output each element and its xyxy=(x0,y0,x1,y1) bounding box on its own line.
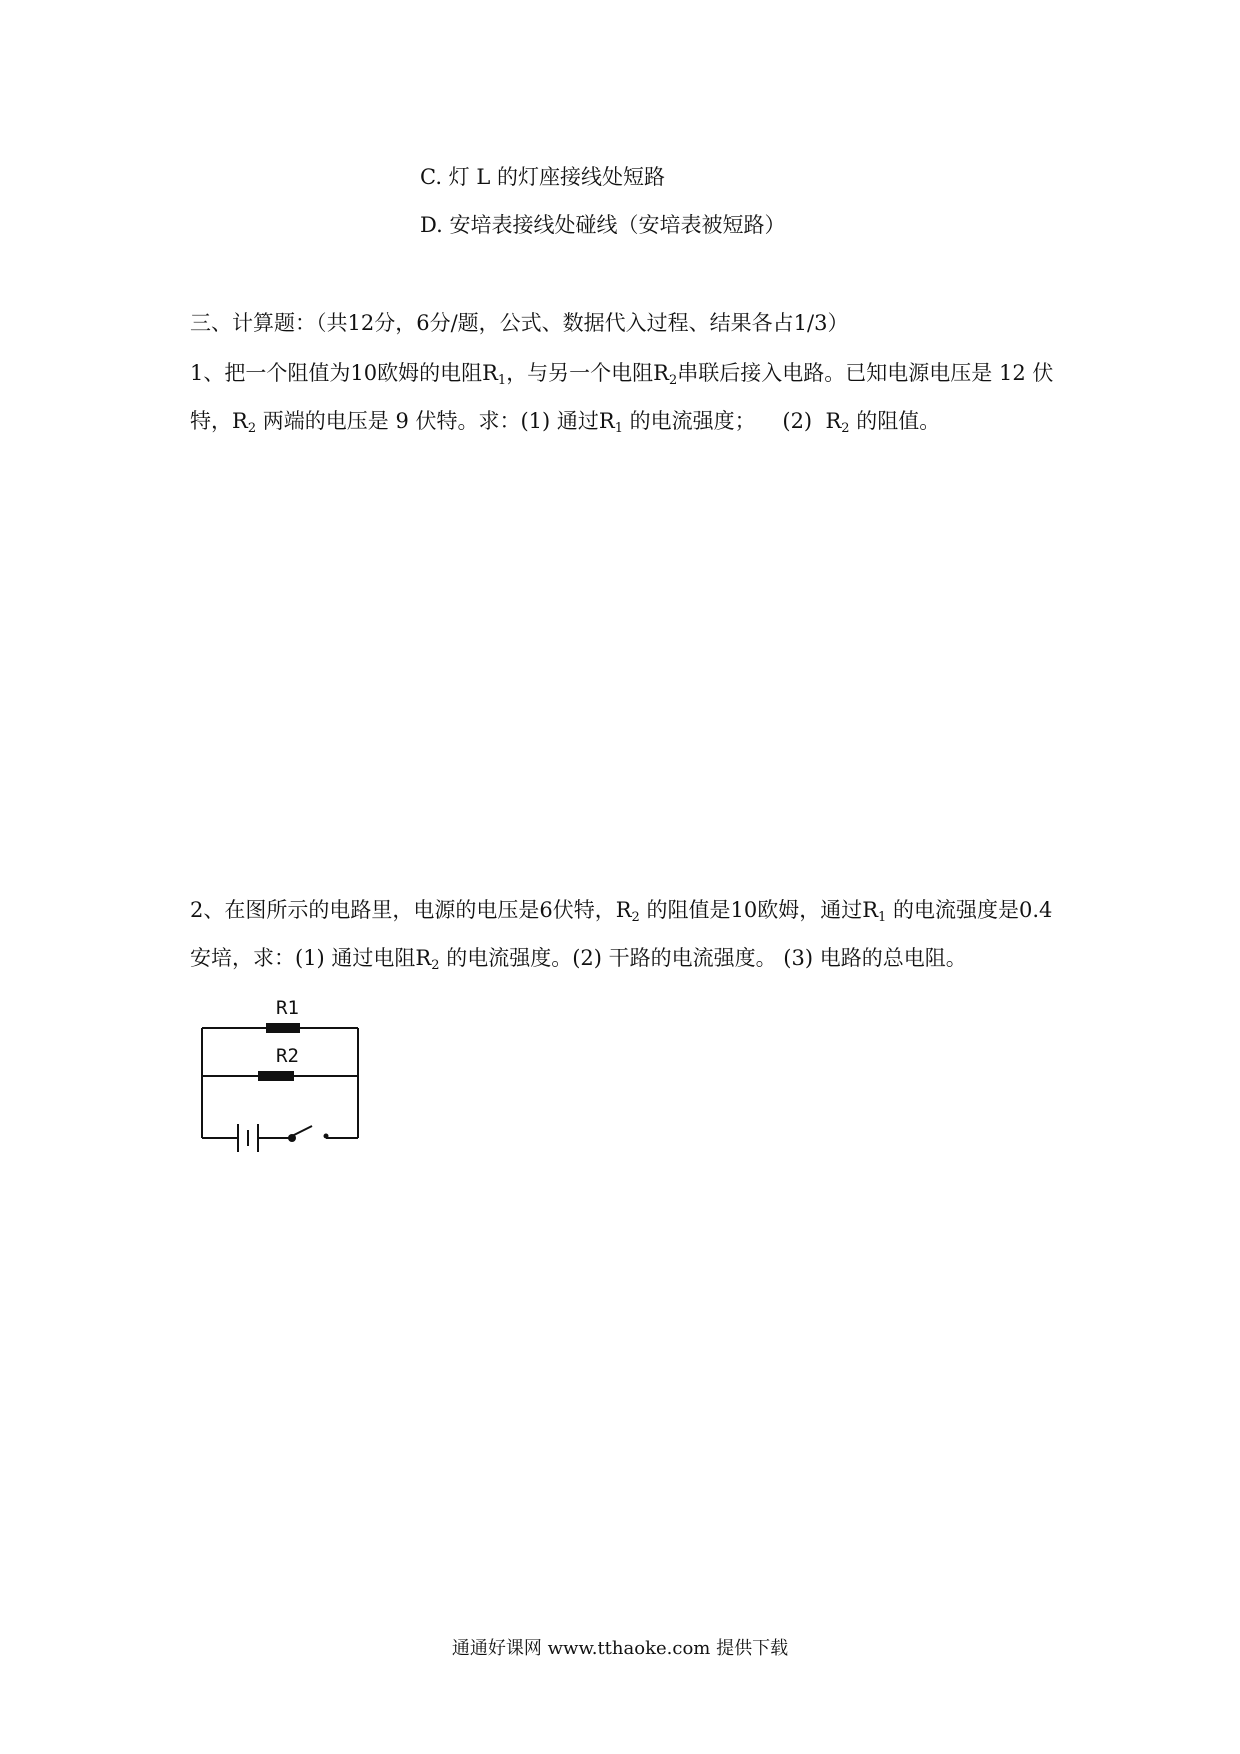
switch-pivot xyxy=(288,1134,296,1142)
circuit-diagram-svg xyxy=(196,998,372,1170)
option-d: D. 安培表接线处碰线（安培表被短路） xyxy=(420,213,786,237)
circuit-diagram xyxy=(196,998,372,1170)
question-1-line-2: 特，$R_2$ 两端的电压是 9 伏特。求：(1) 通过$R_1$ 的电流强度； (2) $R_2$ 的阻值。 xyxy=(190,409,941,436)
r1-label: R1 xyxy=(276,998,299,1019)
footer: 通通好课网 www.tthaoke.com 提供下载 xyxy=(451,1638,789,1659)
question-1-line-1: 1、把一个阻值为10欧姆的电阻$R_1$，与另一个电阻$R_2$串联后接入电路。已知电源电压是 12 伏 xyxy=(190,361,1054,388)
option-c: C. 灯 L 的灯座接线处短路 xyxy=(420,165,665,189)
resistor-r2 xyxy=(258,1071,294,1081)
resistor-r1 xyxy=(266,1023,300,1033)
question-2-line-1: 2、在图所示的电路里，电源的电压是6伏特，$R_2$ 的阻值是10欧姆，通过$R_1$ 的电流强度是0.4 xyxy=(190,898,1053,925)
section-3-heading: 三、计算题：（共12分，6分/题，公式、数据代入过程、结果各占1/3） xyxy=(190,311,849,335)
question-2-line-2: 安培，求：(1) 通过电阻$R_2$ 的电流强度。(2) 干路的电流强度。 (3) 电路的总电阻。 xyxy=(190,946,967,973)
switch-lever xyxy=(292,1126,312,1136)
r2-label: R2 xyxy=(276,1045,299,1067)
switch-contact xyxy=(324,1134,329,1139)
